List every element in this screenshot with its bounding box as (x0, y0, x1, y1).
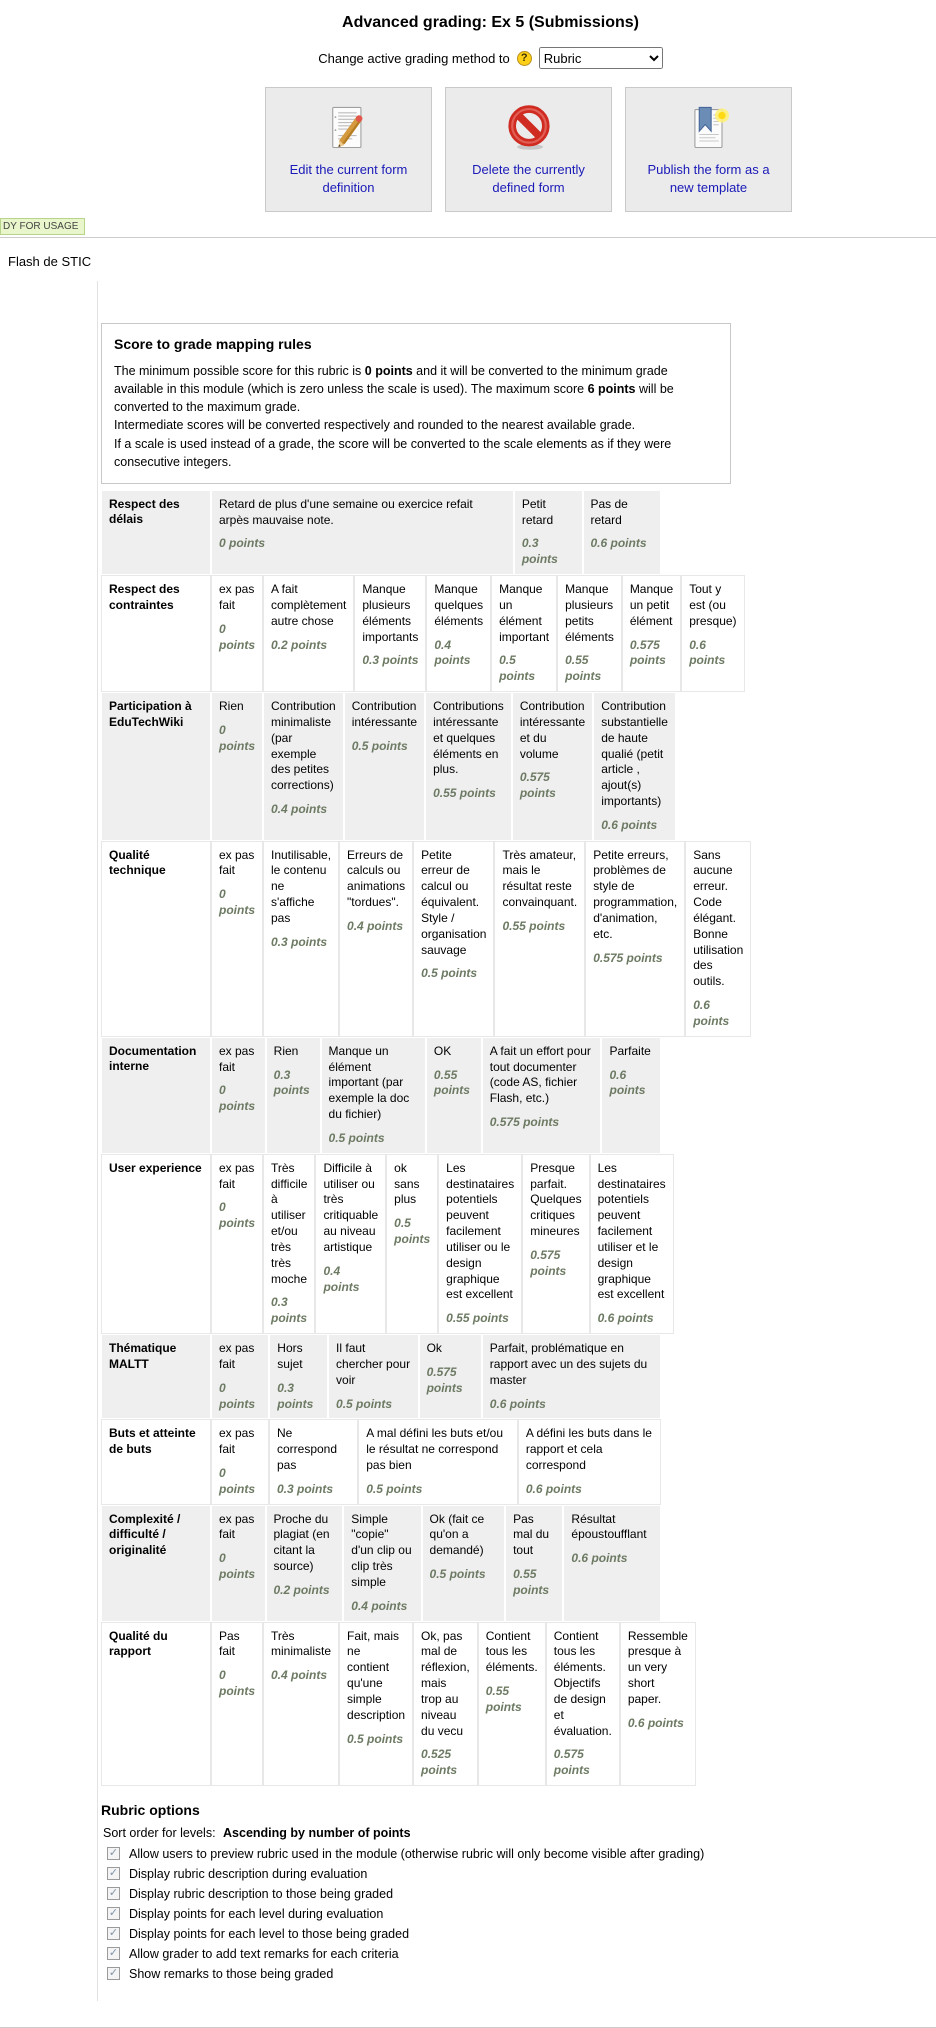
level-points: 0.575 points (519, 770, 556, 801)
level-definition: Manque plusieurs éléments importants (362, 582, 419, 644)
level-definition: Très amateur, mais le résultat reste convainquant. (502, 847, 578, 910)
level-definition: Petite erreurs, problèmes de style de programmation, d'animation, etc. (593, 847, 678, 941)
criterion-name: Respect des délais (101, 490, 211, 575)
level-definition: Contribution minimaliste (par exemple des petites corrections) (271, 699, 336, 793)
action-button-label: Publish the form as a new template (647, 162, 770, 195)
level-points: 0 points (219, 1083, 255, 1114)
level-points: 0.6 points (601, 817, 658, 832)
rubric-level-cell (426, 575, 491, 692)
checkbox-checked-icon: ✓ (108, 1867, 119, 1880)
level-points: 0.4 points (347, 918, 404, 933)
rubric-options-list (101, 1847, 936, 1981)
rubric-level-cell (343, 1505, 421, 1622)
level-definition: ex pas fait (219, 1043, 255, 1074)
publish-template-button[interactable] (625, 87, 792, 212)
level-points: 0 points (219, 536, 266, 551)
rubric-level-cell (494, 841, 585, 1037)
rubric-level-cell (211, 1622, 263, 1786)
level-definition: Résultat époustoufflant (571, 1511, 647, 1542)
level-definition: Pas mal du tout (513, 1511, 550, 1558)
rubric-criterion-row (101, 1505, 661, 1622)
level-definition: Très difficile à utiliser et/ou très très moche (271, 1160, 308, 1286)
criterion-name: Qualité du rapport (101, 1622, 211, 1786)
rubric-level-cell (266, 1037, 321, 1154)
level-definition: Manque quelques éléments (434, 582, 484, 628)
level-definition: Ok (426, 1341, 442, 1356)
rubric-criterion-row (101, 1419, 661, 1504)
level-points: 0.6 points (627, 1715, 684, 1730)
mapping-rules-box (101, 323, 731, 484)
rubric-level-cell (263, 1154, 315, 1334)
level-points: 0.55 points (502, 918, 566, 933)
criterion-levels (211, 1037, 661, 1154)
level-definition: Simple "copie" d'un clip ou clip très simple (351, 1511, 412, 1589)
rubric-criterion-row (101, 490, 661, 575)
status-badge: DY FOR USAGE (0, 218, 85, 235)
rubric-level-cell (263, 692, 344, 841)
rubric-option-item (101, 1947, 936, 1961)
level-definition: Ok (fait ce qu'on a demandé) (429, 1511, 485, 1558)
sort-order-line (103, 1826, 936, 1840)
level-definition: ok sans plus (394, 1160, 420, 1207)
delete-icon (503, 102, 555, 154)
rubric-option-item (101, 1887, 936, 1901)
level-definition: ex pas fait (219, 582, 255, 612)
level-definition: A fait complètement autre chose (271, 582, 347, 628)
grading-method-label: Change active grading method to (318, 50, 510, 66)
level-points: 0.3 points (271, 934, 328, 949)
level-definition: Proche du plagiat (en citant la source) (273, 1511, 330, 1574)
level-points: 0.6 points (693, 998, 730, 1028)
criterion-levels (211, 1419, 661, 1504)
rubric-level-cell (482, 1037, 602, 1154)
level-points: 0.55 points (433, 1067, 470, 1098)
level-definition: Tout y est (ou presque) (689, 582, 737, 628)
level-points: 0.5 points (429, 1567, 486, 1582)
checkbox-checked-icon: ✓ (108, 1947, 119, 1960)
level-points: 0.3 points (277, 1380, 314, 1411)
criterion-name: Participation à EduTechWiki (101, 692, 211, 841)
rubric-level-cell (211, 692, 263, 841)
level-definition: Contient tous les éléments. (485, 1628, 538, 1675)
level-points: 0 points (219, 1380, 255, 1411)
level-definition: A mal défini les buts et/ou le résultat ne correspond pas bien (366, 1426, 503, 1472)
level-definition: ex pas fait (219, 1511, 255, 1542)
criterion-levels (211, 692, 676, 841)
rubric-level-cell (620, 1622, 696, 1786)
level-definition: Parfaite (609, 1043, 651, 1058)
criterion-name: Qualité technique (101, 841, 211, 1037)
mapping-rules-text (114, 362, 718, 471)
rubric-level-cell (269, 1419, 358, 1504)
level-definition: ex pas fait (219, 1341, 255, 1371)
rubric-table (101, 490, 744, 1786)
rubric-level-cell (546, 1622, 620, 1786)
checkbox-checked-icon: ✓ (108, 1847, 119, 1860)
level-points: 0.55 points (513, 1567, 550, 1597)
level-definition: Il faut chercher pour voir (336, 1341, 411, 1387)
action-button-label: Edit the current form definition (289, 162, 408, 195)
level-definition: Erreurs de calculs ou animations "tordues". (347, 847, 406, 910)
level-points: 0.5 points (394, 1216, 431, 1247)
page-title: Advanced grading: Ex 5 (Submissions) (342, 14, 639, 31)
level-definition: Très minimaliste (271, 1628, 332, 1659)
level-definition: Manque un petit élément (629, 582, 674, 628)
level-definition: Pas fait (219, 1628, 240, 1659)
edit-document-icon (323, 102, 375, 154)
rubric-level-cell (419, 1334, 482, 1419)
rubric-level-cell (263, 1622, 339, 1786)
level-points: 0.55 points (446, 1311, 509, 1326)
level-points: 0.4 points (271, 1668, 328, 1683)
level-points: 0.575 points (553, 1747, 590, 1778)
rubric-level-cell (422, 1505, 506, 1622)
level-points: 0.3 points (273, 1067, 310, 1098)
rubric-option-label: Display rubric description to those being graded (129, 1887, 394, 1902)
level-points: 0.3 points (276, 1481, 333, 1496)
rubric-options-section (101, 1802, 936, 1981)
criterion-levels (211, 1334, 661, 1419)
level-definition: Manque un élément important (par exemple la doc du fichier) (328, 1043, 410, 1122)
level-points: 0.575 points (629, 637, 666, 668)
level-points: 0.6 points (689, 637, 726, 668)
delete-form-button[interactable] (445, 87, 612, 212)
rubric-level-cell (321, 1037, 426, 1154)
rubric-option-label: Allow grader to add text remarks for each criteria (129, 1947, 399, 1962)
mapping-rules-line: Intermediate scores will be converted respectively and rounded to the nearest available grade. (114, 418, 636, 433)
level-definition: Fait, mais ne contient qu'une simple description (347, 1628, 406, 1722)
rubric-criterion-row (101, 575, 737, 692)
rubric-level-cell (315, 1154, 386, 1334)
rubric-level-cell (438, 1154, 522, 1334)
level-definition: Sans aucune erreur. Code élégant. Bonne utilisation des outils. (693, 847, 744, 989)
level-points: 0.5 points (336, 1396, 393, 1411)
help-question-icon[interactable]: ? (517, 51, 532, 66)
level-definition: A défini les buts dans le rapport et cela correspond (525, 1426, 652, 1472)
level-points: 0.5 points (499, 653, 536, 684)
level-points: 0.6 points (489, 1396, 546, 1411)
rubric-level-cell (482, 1334, 661, 1419)
rubric-option-item (101, 1927, 936, 1941)
rubric-level-cell (339, 1622, 413, 1786)
rubric-level-cell (478, 1622, 546, 1786)
level-definition: Inutilisable, le contenu ne s'affiche pas (271, 847, 332, 925)
rubric-level-cell (263, 841, 339, 1037)
level-definition: Rien (273, 1043, 299, 1058)
level-points: 0 points (219, 1465, 255, 1496)
level-definition: Contributions intéressante et quelques éléments en plus. (433, 699, 504, 777)
level-points: 0.2 points (273, 1582, 330, 1597)
rubric-level-cell (211, 1419, 269, 1504)
level-definition: Presque parfait. Quelques critiques mineures (530, 1160, 582, 1239)
rubric-level-cell (339, 841, 413, 1037)
grading-method-row (45, 47, 936, 69)
level-points: 0.4 points (351, 1598, 408, 1613)
level-points: 0.4 points (434, 637, 471, 668)
rubric-option-label: Display points for each level during evaluation (129, 1907, 384, 1922)
level-definition: Ok, pas mal de réflexion, mais trop au niveau du vecu (421, 1628, 470, 1738)
rubric-level-cell (344, 692, 425, 841)
rubric-level-cell (590, 1154, 674, 1334)
level-definition: Contribution intéressante et du volume (519, 699, 586, 761)
level-definition: Petite erreur de calcul ou équivalent. Style / organisation sauvage (421, 847, 487, 957)
level-points: 0 points (219, 621, 255, 652)
criterion-levels (211, 1622, 696, 1786)
rubric-level-cell (354, 575, 426, 692)
rubric-option-label: Display rubric description during evaluation (129, 1867, 368, 1882)
criterion-name: Documentation interne (101, 1037, 211, 1154)
rubric-level-cell (685, 841, 751, 1037)
level-definition: Contribution substantielle de haute qualié (petit article , ajout(s) importants) (601, 699, 668, 808)
rubric-level-cell (386, 1154, 438, 1334)
level-points: 0.6 points (597, 1311, 654, 1326)
rubric-level-cell (491, 575, 557, 692)
criterion-name: Buts et atteinte de buts (101, 1419, 211, 1504)
level-points: 0.5 points (351, 738, 408, 753)
level-definition: Contient tous les éléments. Objectifs de design et évaluation. (553, 1628, 612, 1738)
level-definition: ex pas fait (219, 847, 255, 878)
sort-order-value: Ascending by number of points (223, 1826, 411, 1841)
rubric-level-cell (358, 1419, 518, 1504)
criterion-name: Respect des contraintes (101, 575, 211, 692)
rubric-level-cell (681, 575, 744, 692)
publish-template-icon (683, 102, 735, 154)
action-button-label: Delete the currently defined form (472, 162, 585, 195)
rubric-criterion-row (101, 1334, 661, 1419)
edit-form-button[interactable] (265, 87, 432, 212)
rubric-level-cell (413, 1622, 478, 1786)
rubric-level-cell (622, 575, 681, 692)
rubric-preview-region (97, 281, 936, 2001)
rubric-level-cell (585, 841, 685, 1037)
level-points: 0 points (219, 1551, 255, 1582)
rubric-option-label: Allow users to preview rubric used in the module (otherwise rubric will only become visible after grading) (129, 1847, 705, 1862)
rubric-level-cell (601, 1037, 661, 1154)
criterion-name: User experience (101, 1154, 211, 1334)
level-points: 0.55 points (485, 1684, 522, 1714)
rubric-level-cell (512, 692, 593, 841)
rubric-name: Flash de STIC (8, 254, 92, 269)
rubric-level-cell (211, 1334, 269, 1419)
level-points: 0.575 points (426, 1364, 463, 1395)
level-definition: OK (433, 1043, 452, 1058)
rubric-options-title: Rubric options (101, 1802, 200, 1819)
rubric-level-cell (593, 692, 676, 841)
level-definition: Manque plusieurs petits éléments (565, 582, 614, 644)
rubric-level-cell (263, 575, 354, 692)
criterion-levels (211, 575, 745, 692)
level-definition: Hors sujet (277, 1341, 303, 1371)
rubric-level-cell (505, 1505, 563, 1622)
mapping-rules-line: If a scale is used instead of a grade, the score will be converted to the scale elements as if they were consecutive integers. (114, 436, 672, 469)
mapping-rules-line: The minimum possible score for this rubric is 0 points and it will be converted to the minimum grade available in this module (which is zero unless the scale is used). The maximum score 6 points will be converted to the maximum grade. (114, 364, 674, 415)
level-definition: Parfait, problématique en rapport avec un des sujets du master (489, 1341, 648, 1387)
rubric-level-cell (514, 490, 583, 575)
level-points: 0.5 points (421, 966, 478, 981)
rubric-option-label: Display points for each level to those being graded (129, 1927, 410, 1942)
rubric-criterion-row (101, 1037, 661, 1154)
level-points: 0.575 points (530, 1247, 567, 1278)
rubric-level-cell (557, 575, 622, 692)
checkbox-checked-icon: ✓ (108, 1967, 119, 1980)
sort-order-label: Sort order for levels: (103, 1826, 216, 1841)
level-definition: A fait un effort pour tout documenter (code AS, fichier Flash, etc.) (489, 1043, 591, 1106)
action-buttons (265, 87, 936, 212)
rubric-level-cell (269, 1334, 328, 1419)
criterion-levels (211, 490, 661, 575)
mapping-rules-title: Score to grade mapping rules (114, 336, 312, 352)
header-divider (0, 237, 936, 238)
rubric-level-cell (211, 841, 263, 1037)
criterion-name: Thématique MALTT (101, 1334, 211, 1419)
level-definition: Manque un élément important (499, 582, 550, 644)
rubric-criterion-row (101, 841, 744, 1037)
level-points: 0.525 points (421, 1747, 458, 1778)
level-definition: Difficile à utiliser ou très critiquable au niveau artistique (323, 1160, 379, 1254)
level-points: 0.575 points (593, 950, 663, 965)
rubric-criterion-row (101, 1154, 666, 1334)
rubric-level-cell (328, 1334, 419, 1419)
level-points: 0.2 points (271, 637, 328, 652)
rubric-level-cell (211, 1154, 263, 1334)
rubric-level-cell (425, 692, 512, 841)
rubric-option-item (101, 1967, 936, 1981)
level-points: 0.4 points (271, 802, 328, 816)
level-points: 0.4 points (323, 1263, 360, 1294)
level-points: 0.5 points (328, 1130, 385, 1145)
rubric-option-item (101, 1867, 936, 1881)
level-definition: Pas de retard (590, 496, 628, 527)
level-points: 0.3 points (521, 536, 558, 567)
rubric-criterion-row (101, 1622, 688, 1786)
criterion-levels (211, 1505, 661, 1622)
level-points: 0.6 points (571, 1551, 628, 1566)
level-definition: Petit retard (521, 496, 554, 527)
criterion-name: Complexité / difficulté / originalité (101, 1505, 211, 1622)
rubric-option-item (101, 1907, 936, 1921)
checkbox-checked-icon: ✓ (108, 1927, 119, 1940)
level-definition: Ne correspond pas (276, 1426, 338, 1472)
level-points: 0.3 points (271, 1295, 307, 1326)
level-points: 0.5 points (347, 1731, 404, 1746)
rubric-level-cell (522, 1154, 589, 1334)
criterion-levels (211, 841, 751, 1037)
level-points: 0.55 points (433, 786, 496, 801)
level-points: 0 points (219, 887, 255, 918)
level-points: 0.55 points (565, 653, 602, 684)
level-points: 0.6 points (525, 1481, 582, 1496)
level-points: 0.3 points (362, 653, 419, 668)
level-points: 0.6 points (609, 1067, 646, 1098)
level-definition: ex pas fait (219, 1160, 255, 1191)
rubric-option-label: Show remarks to those being graded (129, 1967, 334, 1982)
level-definition: Contribution intéressante (351, 699, 418, 729)
level-definition: Retard de plus d'une semaine ou exercice refait arpès mauvaise note. (219, 496, 473, 527)
rubric-level-cell (426, 1037, 482, 1154)
checkbox-checked-icon: ✓ (108, 1907, 119, 1920)
rubric-level-cell (413, 841, 494, 1037)
grading-method-select[interactable] (539, 47, 663, 69)
rubric-option-item (101, 1847, 936, 1861)
level-definition: Les destinataires potentiels peuvent facilement utiliser ou le design graphique est excellent (446, 1160, 515, 1302)
level-definition: Rien (219, 699, 244, 714)
rubric-level-cell (211, 1037, 266, 1154)
level-points: 0 points (219, 1200, 255, 1231)
level-definition: Les destinataires potentiels peuvent facilement utiliser et le design graphique est excellent (597, 1160, 666, 1302)
level-points: 0.5 points (366, 1481, 423, 1496)
rubric-level-cell (518, 1419, 661, 1504)
level-definition: Ressemble presque à un very short paper. (627, 1628, 688, 1706)
level-points: 0 points (219, 722, 255, 753)
rubric-criterion-row (101, 692, 668, 841)
level-points: 0.575 points (489, 1115, 560, 1130)
level-points: 0.6 points (590, 536, 647, 551)
level-points: 0 points (219, 1668, 255, 1699)
rubric-level-cell (266, 1505, 344, 1622)
checkbox-checked-icon: ✓ (108, 1887, 119, 1900)
rubric-level-cell (211, 575, 263, 692)
level-definition: ex pas fait (219, 1426, 255, 1457)
rubric-level-cell (211, 1505, 266, 1622)
rubric-level-cell (563, 1505, 661, 1622)
criterion-levels (211, 1154, 674, 1334)
rubric-level-cell (583, 490, 662, 575)
rubric-level-cell (211, 490, 514, 575)
